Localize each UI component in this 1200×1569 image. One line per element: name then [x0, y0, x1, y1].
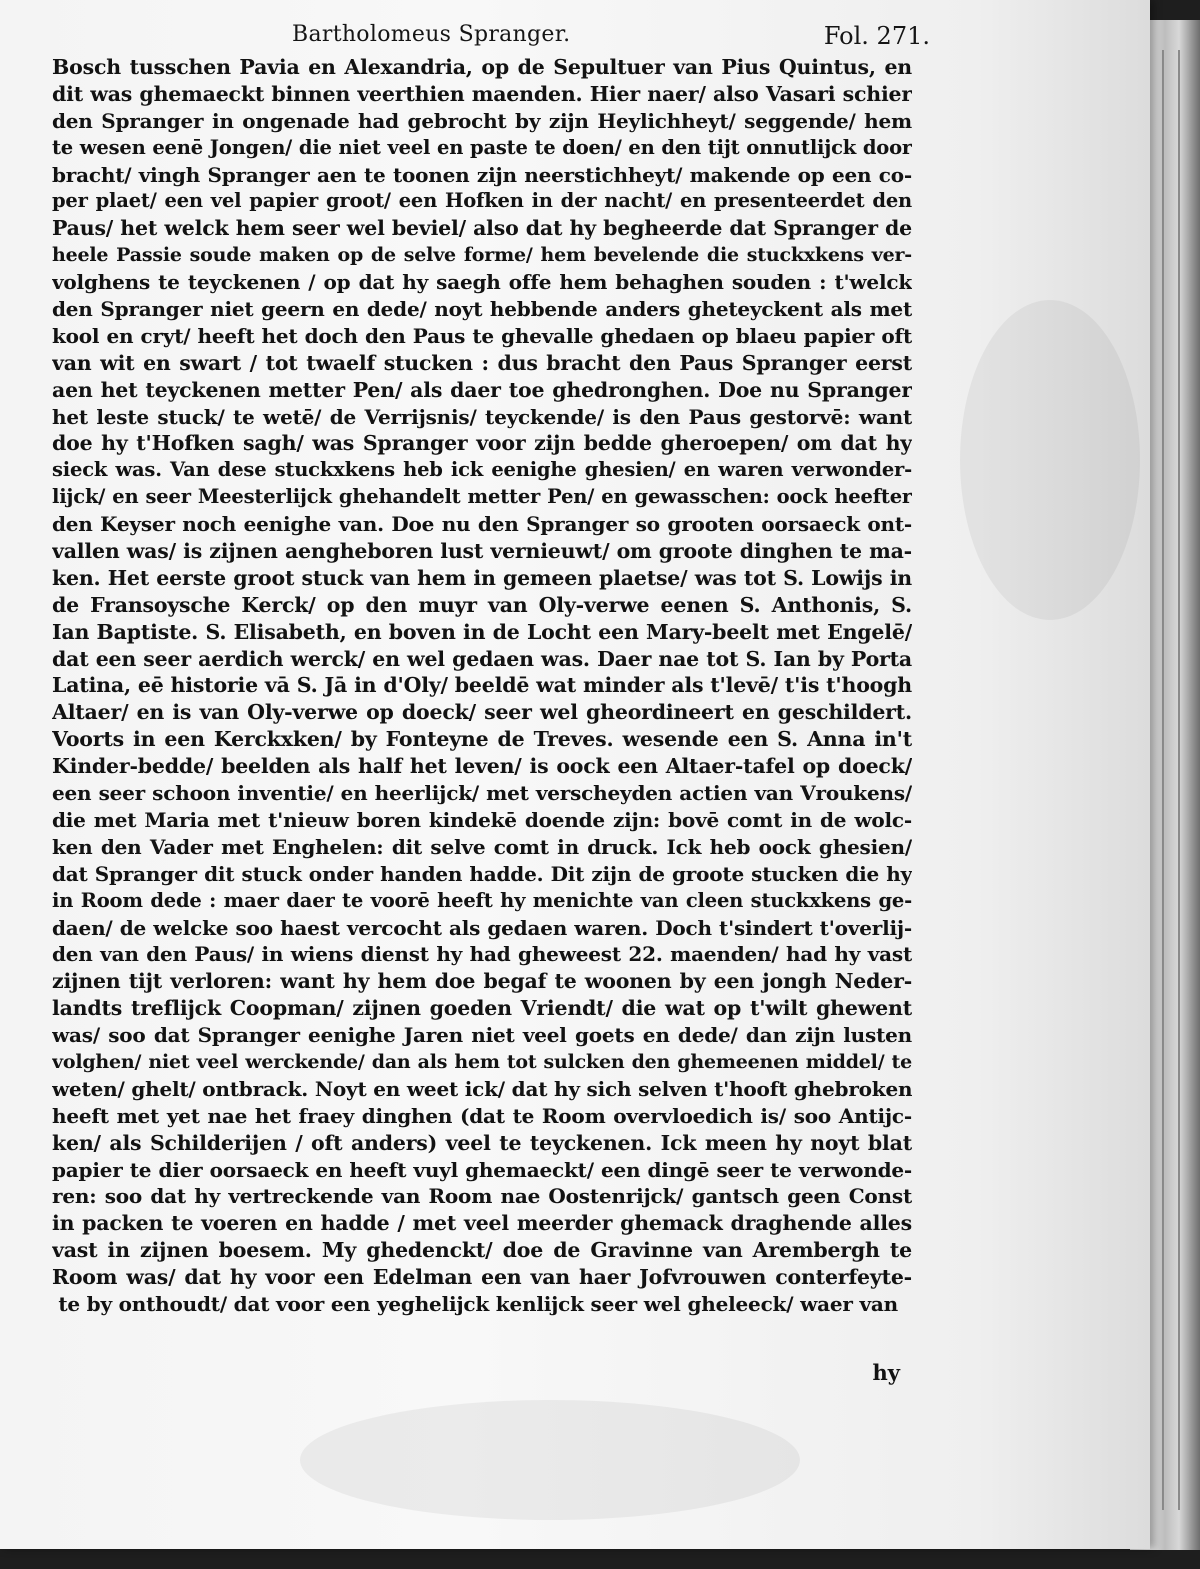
text-line: den Spranger niet geern en dede/ noyt hebbende anders gheteyckent als met [52, 297, 912, 322]
paper-stain [960, 300, 1140, 620]
text-line: in packen te voeren en hadde / met veel meerder ghemack draghende alles [52, 1211, 912, 1236]
text-line: Room was/ dat hy voor een Edelman een van haer Jofvrouwen conterfeyte- [52, 1265, 912, 1290]
text-line: Voorts in een Kerckxken/ by Fonteyne de Treves. wesende een S. Anna in't [52, 727, 912, 752]
text-line: den Spranger in ongenade had gebrocht by zijn Heylichheyt/ seggende/ hem [52, 108, 912, 133]
text-line: die met Maria met t'nieuw boren kindekē doende zijn: bovē comt in de wolc- [52, 807, 912, 832]
text-line: vallen was/ is zijnen aengheboren lust vernieuwt/ om groote dinghen te ma- [52, 539, 912, 564]
running-head [60, 22, 930, 56]
text-line: weten/ ghelt/ ontbrack. Noyt en weet ick/ dat hy sich selven t'hooft ghebroken [52, 1076, 912, 1101]
text-line: Altaer/ en is van Oly-verwe op doeck/ seer wel gheordineert en geschildert. [52, 700, 912, 725]
text-line: volghen/ niet veel werckende/ dan als hem tot sulcken den ghemeenen middel/ te [52, 1050, 912, 1073]
text-line: daen/ de welcke soo haest vercocht als gedaen waren. Doch t'sindert t'overlij- [52, 915, 912, 940]
text-line: volghens te teyckenen / op dat hy saegh offe hem behaghen souden : t'welck [52, 270, 912, 295]
text-line: dat Spranger dit stuck onder handen hadde. Dit zijn de groote stucken die hy [52, 861, 912, 886]
text-line: bracht/ vingh Spranger aen te toonen zijn neerstichheyt/ makende op een co- [52, 162, 912, 187]
folio-number: Fol. 271. [823, 22, 930, 50]
text-line: Latina, eē historie vā S. Jā in d'Oly/ beeldē wat minder als t'levē/ t'is t'hoogh [52, 673, 912, 698]
text-line: dit was ghemaeckt binnen veerthien maenden. Hier naer/ also Vasari schier [52, 81, 912, 106]
text-line: doe hy t'Hofken sagh/ was Spranger voor zijn bedde gheroepen/ om dat hy [52, 431, 912, 456]
text-line: aen het teyckenen metter Pen/ als daer toe ghedronghen. Doe nu Spranger [52, 377, 912, 402]
catchword: hy [872, 1360, 900, 1385]
text-line: ken den Vader met Enghelen: dit selve comt in druck. Ick heb oock ghesien/ [52, 834, 912, 859]
running-title: Bartholomeus Spranger. [292, 22, 571, 47]
page-edge-line [1178, 50, 1180, 1510]
text-line: Bosch tusschen Pavia en Alexandria, op de Sepultuer van Pius Quintus, en [52, 55, 912, 79]
text-line: Paus/ het welck hem seer wel beviel/ also dat hy begheerde dat Spranger de [52, 216, 912, 241]
text-line: den Keyser noch eenighe van. Doe nu den Spranger so grooten oorsaeck ont- [52, 512, 912, 537]
text-line: Ian Baptiste. S. Elisabeth, en boven in de Locht een Mary-beelt met Engelē/ [52, 619, 912, 644]
text-line: het leste stuck/ te wetē/ de Verrijsnis/ teyckende/ is den Paus gestorvē: want [52, 404, 912, 429]
text-line: landts treflijck Coopman/ zijnen goeden Vriendt/ die wat op t'wilt ghewent [52, 996, 912, 1021]
text-line: te by onthoudt/ dat voor een yeghelijck kenlijck seer wel gheleeck/ waer van [58, 1291, 898, 1316]
text-line: den van den Paus/ in wiens dienst hy had gheweest 22. maenden/ had hy vast [52, 942, 912, 967]
paper-stain [300, 1400, 800, 1520]
text-line: vast in zijnen boesem. My ghedenckt/ doe de Gravinne van Arembergh te [52, 1238, 912, 1263]
text-line: van wit en swart / tot twaelf stucken : dus bracht den Paus Spranger eerst [52, 350, 912, 375]
text-line: ken. Het eerste groot stuck van hem in gemeen plaetse/ was tot S. Lowijs in [52, 565, 912, 590]
text-line: ren: soo dat hy vertreckende van Room nae Oostenrijck/ gantsch geen Const [52, 1184, 912, 1209]
text-line: lijck/ en seer Meesterlijck ghehandelt metter Pen/ en gewasschen: oock heefter [52, 485, 912, 509]
text-line: zijnen tijt verloren: want hy hem doe begaf te woonen by een jongh Neder- [52, 969, 912, 994]
text-line: was/ soo dat Spranger eenighe Jaren niet veel goets en dede/ dan zijn lusten [52, 1023, 912, 1048]
text-line: dat een seer aerdich werck/ en wel gedaen was. Daer nae tot S. Ian by Porta [52, 646, 912, 671]
text-line: te wesen eenē Jongen/ die niet veel en paste te doen/ en den tijt onnutlijck door [52, 135, 912, 159]
text-line: ken/ als Schilderijen / oft anders) veel te teyckenen. Ick meen hy noyt blat [52, 1130, 912, 1155]
text-line: papier te dier oorsaeck en heeft vuyl ghemaeckt/ een dingē seer te verwonde- [52, 1157, 912, 1182]
text-line: Kinder-bedde/ beelden als half het leven/ is oock een Altaer-tafel op doeck/ [52, 754, 912, 779]
text-line: een seer schoon inventie/ en heerlijck/ met verscheyden actien van Vroukens/ [52, 781, 912, 806]
text-line: kool en cryt/ heeft het doch den Paus te ghevalle ghedaen op blaeu papier oft [52, 323, 912, 348]
text-line: de Fransoysche Kerck/ op den muyr van Oly-verwe eenen S. Anthonis, S. [52, 592, 912, 617]
page-edge-line [1162, 50, 1164, 1510]
text-line: in Room dede : maer daer te voorē heeft hy menichte van cleen stuckxkens ge- [52, 888, 912, 912]
text-line: heeft met yet nae het fraey dinghen (dat te Room overvloedich is/ soo Antijc- [52, 1103, 912, 1128]
text-line: heele Passie soude maken op de selve forme/ hem bevelende die stuckxkens ver- [52, 244, 912, 267]
text-line: sieck was. Van dese stuckxkens heb ick eenighe ghesien/ en waren verwonder- [52, 458, 912, 482]
text-line: per plaet/ een vel papier groot/ een Hofken in der nacht/ en presenteerdet den [52, 189, 912, 213]
body-text [52, 54, 912, 1318]
